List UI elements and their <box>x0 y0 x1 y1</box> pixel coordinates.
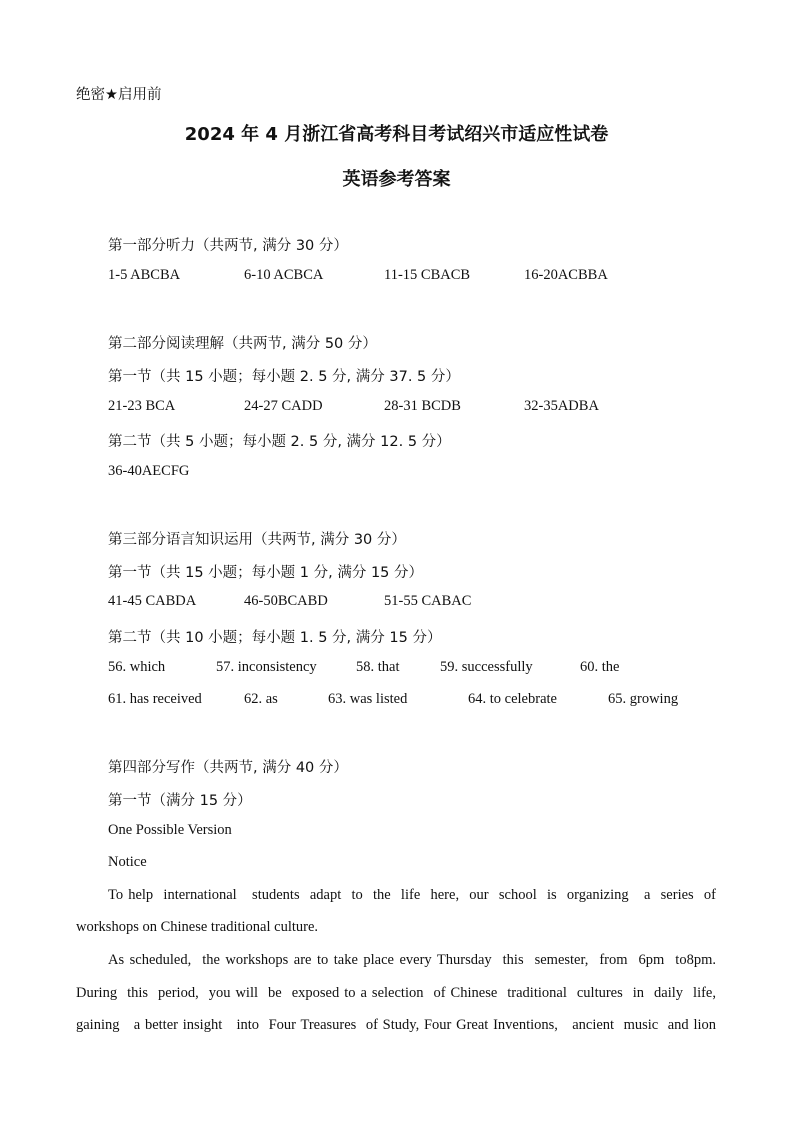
part3-section1-heading: 第一节（共 15 小题；每小题 1 分, 满分 15 分） <box>108 565 423 581</box>
part3-section2-answers-row1 <box>0 659 793 679</box>
version-label: One Possible Version <box>108 822 232 838</box>
part3-section1-answers-row <box>0 593 793 613</box>
answer-group: 11-15 CBACB <box>384 267 471 283</box>
essay-text: gaining a better insight into Four Treasures of Study, Four Great Inventions, ancient music and lion <box>76 1017 716 1033</box>
answer-group: 46-50BCABD <box>244 593 328 609</box>
answer-item: 65. growing <box>608 691 679 707</box>
part1-answers-row <box>0 267 793 287</box>
answer-item: 63. was listed <box>328 691 408 707</box>
part3-heading: 第三部分语言知识运用（共两节, 满分 30 分） <box>108 532 406 548</box>
part2-section1-heading: 第一节（共 15 小题；每小题 2. 5 分, 满分 37. 5 分） <box>108 369 460 385</box>
answer-item: 64. to celebrate <box>468 691 557 707</box>
answer-group: 1-5 ABCBA <box>108 267 181 283</box>
confidential-label: 绝密★启用前 <box>76 87 162 103</box>
essay-paragraph2-line3 <box>76 1017 716 1034</box>
answer-item: 58. that <box>356 659 400 675</box>
answer-item: 56. which <box>108 659 166 675</box>
part2-section1-answers-row <box>0 398 793 418</box>
essay-text: During this period, you will be exposed to a selection of Chinese traditional cultures in daily life, <box>76 985 716 1001</box>
part4-section1-heading: 第一节（满分 15 分） <box>108 793 252 809</box>
answer-group: 51-55 CABAC <box>384 593 472 609</box>
answer-item: 60. the <box>580 659 620 675</box>
essay-paragraph1-line2: workshops on Chinese traditional culture. <box>76 919 319 935</box>
part2-heading: 第二部分阅读理解（共两节, 满分 50 分） <box>108 336 377 352</box>
part3-section2-answers-row2 <box>0 691 793 711</box>
answer-group: 32-35ADBA <box>524 398 599 414</box>
answer-group: 16-20ACBBA <box>524 267 608 283</box>
answer-group: 28-31 BCDB <box>384 398 461 414</box>
part3-section2-heading: 第二节（共 10 小题；每小题 1. 5 分, 满分 15 分） <box>108 630 442 646</box>
essay-paragraph2-line1 <box>108 952 716 969</box>
answer-item: 59. successfully <box>440 659 533 675</box>
part2-section2-answers-row <box>0 463 793 483</box>
answer-group: 36-40AECFG <box>108 463 190 479</box>
essay-text: To help international students adapt to the life here, our school is organizing a series of <box>108 887 716 903</box>
answer-item: 62. as <box>244 691 278 707</box>
answer-group: 21-23 BCA <box>108 398 176 414</box>
essay-paragraph2-line2 <box>76 985 716 1002</box>
page-title: 2024 年 4 月浙江省高考科目考试绍兴市适应性试卷 <box>184 124 609 145</box>
answer-group: 6-10 ACBCA <box>244 267 324 283</box>
answer-item: 57. inconsistency <box>216 659 317 675</box>
essay-paragraph1-line1 <box>108 887 716 904</box>
part2-section2-heading: 第二节（共 5 小题；每小题 2. 5 分, 满分 12. 5 分） <box>108 434 451 450</box>
answer-group: 24-27 CADD <box>244 398 323 414</box>
essay-title: Notice <box>108 854 147 870</box>
part1-heading: 第一部分听力（共两节, 满分 30 分） <box>108 238 348 254</box>
answer-group: 41-45 CABDA <box>108 593 197 609</box>
page-subtitle: 英语参考答案 <box>342 169 451 190</box>
essay-text: As scheduled, the workshops are to take place every Thursday this semester, from 6pm to8pm. <box>108 952 716 968</box>
answer-item: 61. has received <box>108 691 202 707</box>
part4-heading: 第四部分写作（共两节, 满分 40 分） <box>108 760 348 776</box>
